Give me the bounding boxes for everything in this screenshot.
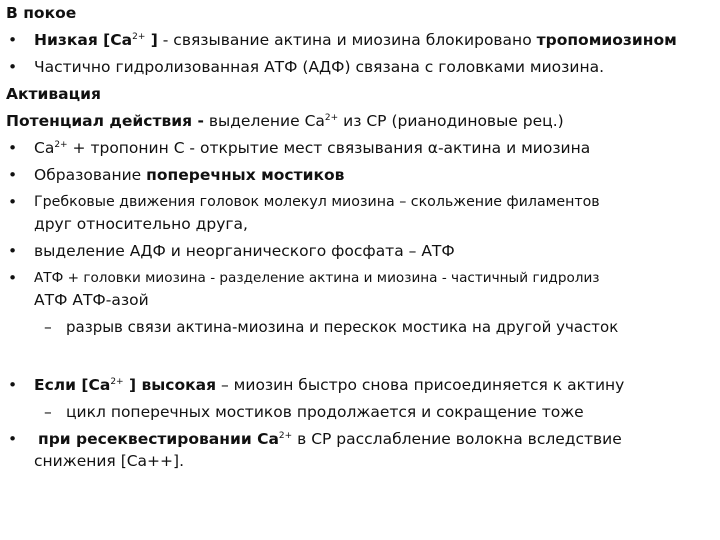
high-sub1-text: цикл поперечных мостиков продолжается и сокращение тоже [66,403,584,421]
ap-sup: 2+ [324,113,339,123]
activation-heading: Активация [6,85,101,103]
rest-heading: В покое [6,4,77,22]
ap-text2: из СР (рианодиновые рец.) [338,112,564,130]
bullet-glyph: • [8,166,18,184]
rest-b1-sup: 2+ [132,32,146,42]
high-b2-sup: 2+ [278,431,293,441]
high-b1-text: – миозин быстро снова присоединяется к актину [216,376,625,394]
bullet-glyph: • [8,242,18,260]
act-b1-text: + тропонин С - открытие мест связывания α-актина и миозина [67,139,591,157]
rest-b1-text: - связывание актина и миозина блокировано [157,31,537,49]
high-b1-sup: 2+ [110,377,124,387]
high-b1-bold: Если [Ca [34,376,111,394]
dash-glyph: – [44,403,52,421]
ap-text: выделение Ca [203,112,325,130]
act-b2-bold: поперечных мостиков [146,166,345,184]
bullet-glyph: • [8,430,18,448]
act-b3-line2: друг относительно друга, [34,215,248,233]
act-b3-line1: Гребковые движения головок молекул миозина – скольжение филаментов [34,194,600,210]
rest-b1-bold-end: тропомиозином [536,31,677,49]
high-b2-bold: при ресеквестировании Ca [38,430,279,448]
bullet-glyph: • [8,269,18,287]
act-b1-sup: 2+ [54,140,68,150]
ap-bold: Потенциал действия - [6,112,204,130]
dash-glyph: – [44,318,52,336]
bullet-glyph: • [8,31,18,49]
rest-b1-bold: Низкая [Ca [34,31,133,49]
bullet-glyph: • [8,376,18,394]
high-b2-text: в СР расслабление волокна вследствие [292,430,622,448]
act-b4-text: выделение АДФ и неорганического фосфата – АТФ [34,242,455,260]
act-b1-pre: Ca [34,139,55,157]
action-potential-line [6,111,564,131]
rest-b1-bold-after: ] [145,31,158,49]
rest-b2-text: Частично гидролизованная АТФ (АДФ) связана с головками миозина. [34,58,605,76]
bullet-glyph: • [8,139,18,157]
high-b1-bold-after: ] высокая [123,376,217,394]
bullet-glyph: • [8,193,18,211]
bullet-glyph: • [8,58,18,76]
act-b5-line1: АТФ + головки миозина - разделение актина и миозина - частичный гидролиз [34,270,600,286]
act-b2-text: Образование [34,166,147,184]
act-b5-line2: АТФ АТФ-азой [34,291,149,309]
act-sub1-text: разрыв связи актина-миозина и перескок мостика на другой участок [66,318,619,336]
high-b2-line2: снижения [Ca++]. [34,452,185,470]
